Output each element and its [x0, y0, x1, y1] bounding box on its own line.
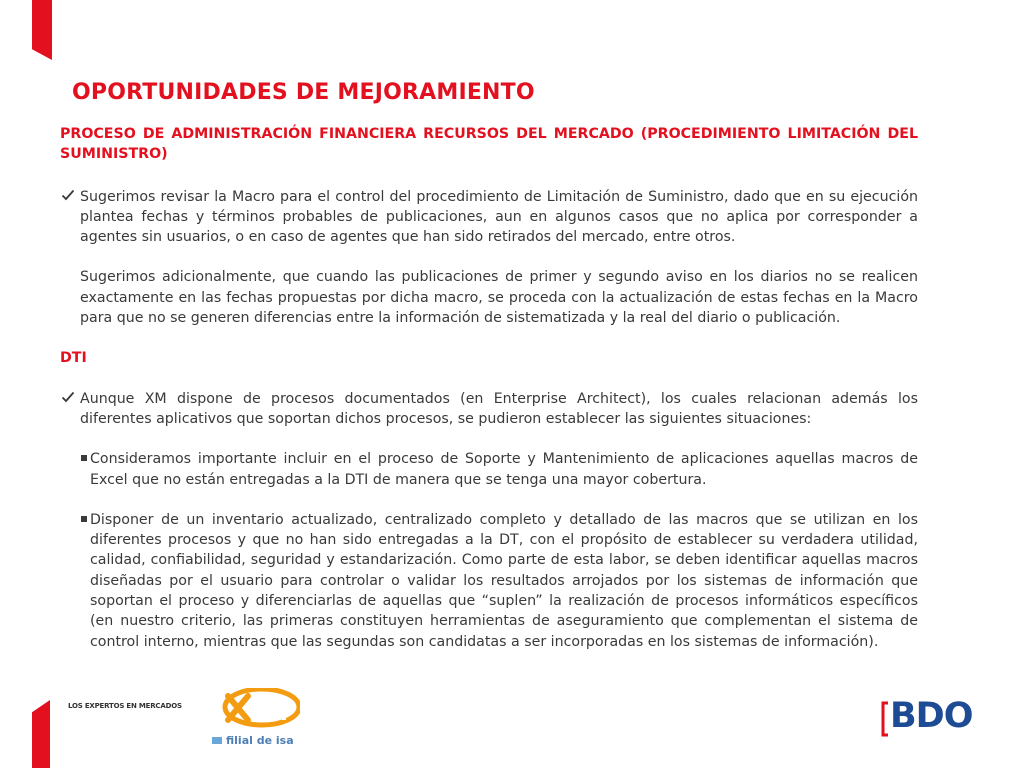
check-item-text: Aunque XM dispone de procesos documentados (en Enterprise Architect), los cuales relacionan además los diferentes aplicativos que soportan dichos procesos, se pudieron establecer las siguientes situaciones:	[80, 390, 918, 427]
square-bullet-icon	[81, 516, 87, 522]
bullet-item	[60, 449, 918, 490]
bullet-text: Consideramos importante incluir en el proceso de Soporte y Mantenimiento de aplicaciones aquellas macros de Excel que no están entregadas a la DTI de manera que se tenga una mayor cobertura.	[90, 451, 918, 488]
bullet-text: Disponer de un inventario actualizado, centralizado completo y detallado de las macros que se utilizan en los diferentes procesos y que no han sido entregadas a la DT, con el propósito de establecer su verdadera utilidad, calidad, confiabilidad, seguridad y estandarización. Como parte de esta labor, se deben identificar aquellas macros diseñadas por el usuario para controlar o validar los resultados arrojados por los sistemas de información que soportan el proceso y diferenciarlas de aquellas que “suplen” la realización de procesos informáticos específicos (en nuestro criterio, las primeras constituyen herramientas de aseguramiento que complementan el sistema de control interno, mientras que las segundas son candidatas a ser incorporadas en los sistemas de información).	[90, 511, 918, 650]
section-heading-dti: DTI	[60, 350, 87, 367]
check-item	[60, 187, 918, 248]
xm-mark-icon	[216, 688, 300, 728]
page-title: OPORTUNIDADES DE MEJORAMIENTO	[72, 80, 535, 105]
accent-bar-top	[32, 0, 52, 60]
bdo-logo	[880, 696, 1000, 744]
paragraph: Sugerimos adicionalmente, que cuando las publicaciones de primer y segundo aviso en los diarios no se realicen exactamente en las fechas propuestas por dicha macro, se proceda con la actualización de estas fechas en la Macro para que no se generen diferencias entre la información de sistematizada y la real del diario o publicación.	[80, 269, 918, 327]
check-item	[60, 389, 918, 430]
xm-tagline: LOS EXPERTOS EN MERCADOS	[68, 702, 182, 710]
checkmark-icon	[61, 188, 75, 202]
checkmark-icon	[61, 390, 75, 404]
bdo-wordmark: BDO	[890, 696, 973, 736]
slide-content	[60, 124, 918, 652]
bdo-bracket-icon	[880, 701, 890, 737]
xm-sub-label: filial de isa	[226, 734, 294, 747]
square-bullet-icon	[81, 455, 87, 461]
bullet-item	[60, 510, 918, 652]
check-item-text: Sugerimos revisar la Macro para el control del procedimiento de Limitación de Suministro, dado que en su ejecución plantea fechas y términos probables de publicaciones, aun en algunos casos que no aplica por corresponder a agentes sin usuarios, o en caso de agentes que han sido retirados del mercado, entre otros.	[80, 188, 918, 246]
accent-bar-bottom	[32, 700, 50, 768]
section-heading-financiera: PROCESO DE ADMINISTRACIÓN FINANCIERA RECURSOS DEL MERCADO (PROCEDIMIENTO LIMITACIÓN DEL SUMINISTRO)	[60, 126, 918, 163]
xm-sub-bar	[212, 737, 222, 744]
xm-logo	[68, 688, 308, 754]
